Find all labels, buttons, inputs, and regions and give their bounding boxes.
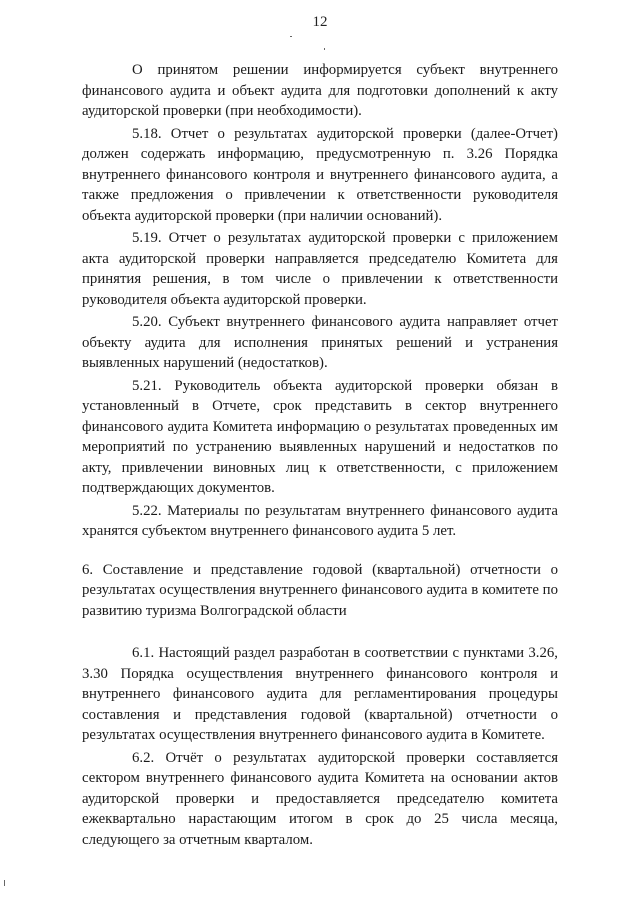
- paragraph-5-22: 5.22. Материалы по результатам внутреннего финансового аудита хранятся субъектом внутреннего финансового аудита 5 лет.: [82, 502, 558, 539]
- scan-speck: [324, 48, 325, 50]
- document-body: [82, 60, 558, 850]
- scan-speck: [290, 36, 292, 37]
- paragraph-intro: О принятом решении информируется субъект внутреннего финансового аудита и объект аудита для подготовки дополнений к акту аудиторской проверки (при необходимости).: [82, 62, 558, 119]
- paragraph-5-19: 5.19. Отчет о результатах аудиторской проверки с приложением акта аудиторской проверки направляется председателю Комитета для принятия решения, в том числе о привлечении к ответственности руководителя объекта аудиторской проверки.: [82, 230, 558, 308]
- paragraph-5-20: 5.20. Субъект внутреннего финансового аудита направляет отчет объекту аудита для исполнения принятых решений и устранения выявленных нарушений (недостатков).: [82, 314, 558, 371]
- scan-speck: [4, 880, 5, 886]
- paragraph-6-1: 6.1. Настоящий раздел разработан в соответствии с пунктами 3.26, 3.30 Порядка осуществления внутреннего финансового контроля и внутреннего финансового аудита для регламентирования процедуры составления и представления годовой (квартальной) отчетности о результатах осуществления внутреннего финансового аудита в Комитете.: [82, 645, 558, 743]
- paragraph-5-21: 5.21. Руководитель объекта аудиторской проверки обязан в установленный в Отчете, срок представить в сектор внутреннего финансового аудита Комитета информацию о результатах проведенных им мероприятий по устранению выявленных нарушений и недостатков по акту, привлечении виновных лиц к ответственности, с приложением подтверждающих документов.: [82, 377, 558, 496]
- paragraph-6-2: 6.2. Отчёт о результатах аудиторской проверки составляется сектором внутреннего финансового аудита Комитета на основании актов аудиторской проверки и предоставляется председателю комитета ежеквартально нарастающим итогом в срок до 25 числа месяца, следующего за отчетным кварталом.: [82, 749, 558, 848]
- section-6-heading: 6. Составление и представление годовой (квартальной) отчетности о результатах осуществления внутреннего финансового аудита в комитете по развитию туризма Волгоградской области: [82, 561, 558, 619]
- paragraph-5-18: 5.18. Отчет о результатах аудиторской проверки (далее-Отчет) должен содержать информацию, предусмотренную п. 3.26 Порядка внутреннего финансового контроля и внутреннего финансового аудита, а также предложения о привлечении к ответственности руководителя объекта аудиторской проверки (при наличии оснований).: [82, 125, 558, 224]
- page-number: 12: [312, 14, 328, 30]
